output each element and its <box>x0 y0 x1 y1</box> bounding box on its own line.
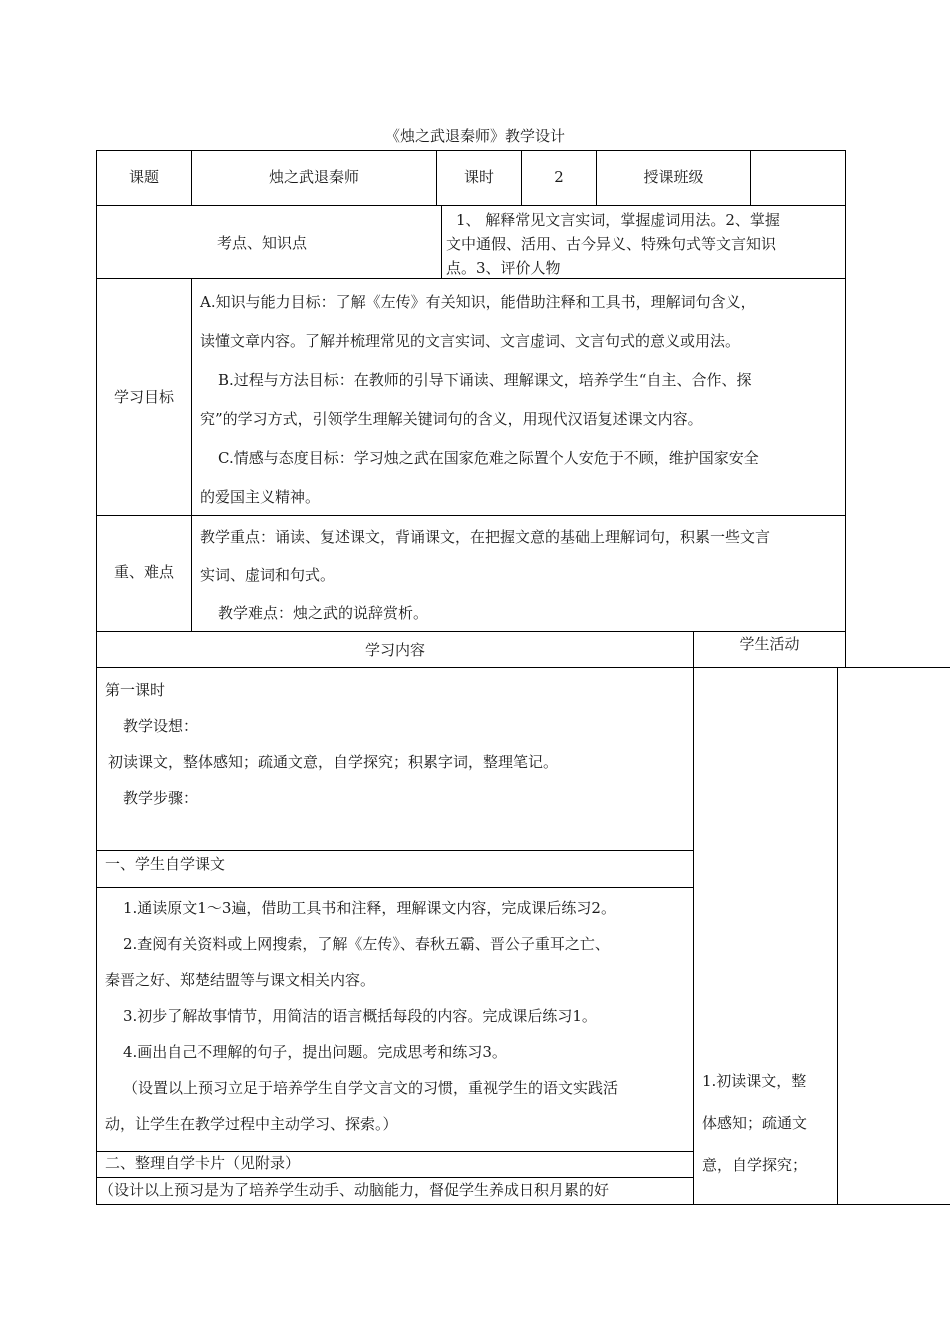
objectives-content <box>200 283 759 517</box>
section1-line: 4.画出自己不理解的句子，提出问题。完成思考和练习3。 <box>123 1043 507 1061</box>
knowledge-line: 点。3、评价人物 <box>446 259 561 277</box>
activity-header-label: 学生活动 <box>739 635 800 653</box>
keypoints-content <box>200 518 770 632</box>
cell-objectives-content <box>191 278 846 516</box>
objective-line: 读懂文章内容。了解并梳理常见的文言实词、文言虚词、文言句式的意义或用法。 <box>200 332 741 350</box>
cell-topic-label <box>96 150 192 206</box>
objective-line: A.知识与能力目标：了解《左传》有关知识，能借助注释和工具书，理解词句含义， <box>200 293 756 311</box>
document-title: 《烛之武退秦师》教学设计 <box>384 127 565 145</box>
keypoint-line: 实词、虚词和句式。 <box>200 566 336 584</box>
cell-keypoints-content <box>191 515 846 632</box>
activity-line: 意，自学探究； <box>702 1156 808 1174</box>
lesson1-line: 教学设想： <box>123 717 199 735</box>
class-label: 授课班级 <box>643 168 704 186</box>
cell-class-label <box>596 150 751 206</box>
activity-line: 体感知；疏通文 <box>702 1114 808 1132</box>
cell-class-value <box>750 150 846 206</box>
lesson1-line: 教学步骤： <box>123 789 199 807</box>
section1-content <box>105 890 618 1142</box>
knowledge-line: 文中通假、活用、古今异义、特殊句式等文言知识 <box>446 235 777 253</box>
topic-label: 课题 <box>128 168 159 186</box>
activity-line: 1.初读课文，整 <box>702 1072 807 1090</box>
knowledge-line: 1、 解释常见文言实词，掌握虚词用法。2、掌握 <box>456 211 780 229</box>
section1-line: 动，让学生在教学过程中主动学习、探索。） <box>105 1115 398 1133</box>
section1-line: 1.通读原文1～3遍，借助工具书和注释，理解课文内容，完成课后练习2。 <box>123 899 616 917</box>
lesson1-line: 初读课文，整体感知；疏通文意，自学探究；积累字词，整理笔记。 <box>108 753 559 771</box>
cell-period-value <box>521 150 597 206</box>
cell-period-label <box>436 150 522 206</box>
lesson1-content <box>105 672 558 816</box>
cell-section1-heading <box>96 850 694 888</box>
keypoint-line: 教学难点：烛之武的说辞赏析。 <box>218 604 429 622</box>
cell-objectives-label <box>96 278 192 516</box>
section1-line: 2.查阅有关资料或上网搜索，了解《左传》、春秋五霸、晋公子重耳之亡、 <box>123 935 610 953</box>
cell-student-activity <box>693 667 838 1205</box>
topic-value: 烛之武退秦师 <box>268 168 359 186</box>
objective-line: B.过程与方法目标：在教师的引导下诵读、理解课文，培养学生“自主、合作、探 <box>218 371 752 389</box>
objective-line: C.情感与态度目标：学习烛之武在国家危难之际置个人安危于不顾，维护国家安全 <box>218 449 759 467</box>
objective-line: 的爱国主义精神。 <box>200 488 321 506</box>
cell-lesson1 <box>96 667 694 851</box>
student-activity-content <box>702 1060 807 1186</box>
section1-line: （设置以上预习立足于培养学生自学文言文的习惯，重视学生的语文实践活 <box>123 1079 619 1097</box>
cell-knowledge-content <box>441 205 846 279</box>
objectives-label: 学习目标 <box>113 388 174 406</box>
cell-extra-column <box>837 667 950 1205</box>
cell-section2-note <box>96 1177 694 1205</box>
period-label: 课时 <box>463 168 494 186</box>
knowledge-content <box>446 208 780 280</box>
cell-section2-heading <box>96 1151 694 1178</box>
section1-heading: 一、学生自学课文 <box>105 855 226 873</box>
section2-note: （设计以上预习是为了培养学生动手、动脑能力，督促学生养成日积月累的好 <box>99 1181 610 1199</box>
period-value: 2 <box>554 168 564 186</box>
section1-line: 秦晋之好、郑楚结盟等与课文相关内容。 <box>105 971 376 989</box>
keypoint-line: 教学重点：诵读、复述课文，背诵课文，在把握文意的基础上理解词句，积累一些文言 <box>200 528 771 546</box>
content-header-label: 学习内容 <box>364 641 425 659</box>
objective-line: 究”的学习方式，引领学生理解关键词句的含义，用现代汉语复述课文内容。 <box>200 410 703 428</box>
section1-line: 3.初步了解故事情节，用简洁的语言概括每段的内容。完成课后练习1。 <box>123 1007 597 1025</box>
cell-section1-content <box>96 887 694 1152</box>
keypoints-label: 重、难点 <box>113 563 174 581</box>
cell-keypoints-label <box>96 515 192 632</box>
lesson1-line: 第一课时 <box>105 681 166 699</box>
cell-activity-header <box>693 631 846 668</box>
knowledge-label: 考点、知识点 <box>217 234 308 252</box>
cell-content-header <box>96 631 694 668</box>
cell-topic-value <box>191 150 437 206</box>
cell-knowledge-label <box>96 205 442 279</box>
section2-heading: 二、整理自学卡片（见附录） <box>105 1154 301 1172</box>
